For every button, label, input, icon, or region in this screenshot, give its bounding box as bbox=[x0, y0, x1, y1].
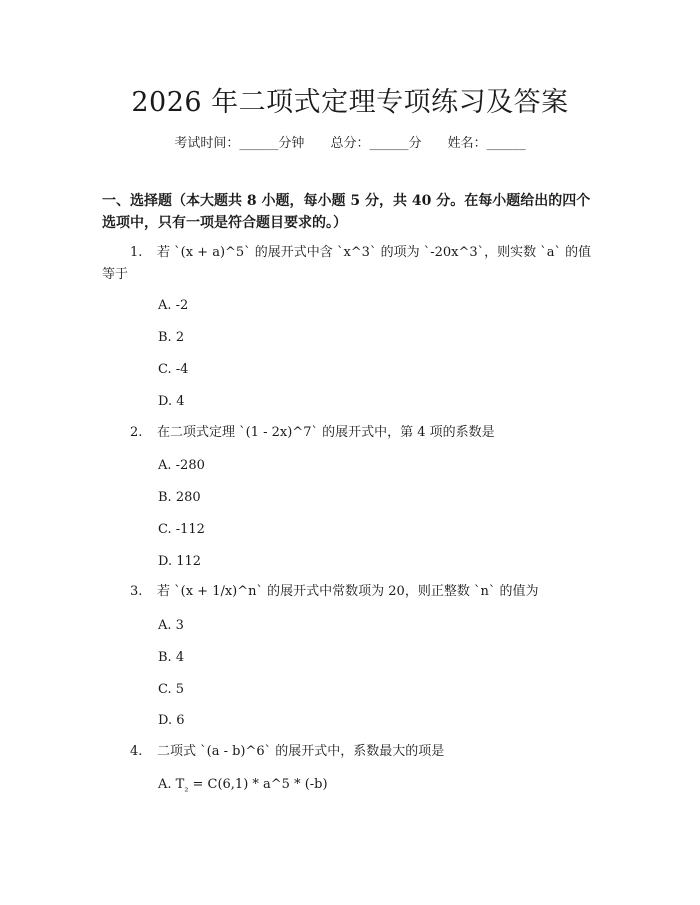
question-number: 2. bbox=[130, 425, 143, 440]
question-2 bbox=[102, 422, 600, 444]
question-number: 4. bbox=[130, 744, 143, 759]
option-d: D. 4 bbox=[158, 394, 185, 409]
question-number: 1. bbox=[130, 245, 143, 260]
question-number: 3. bbox=[130, 584, 143, 599]
question-text: 在二项式定理 `(1 - 2x)^7` 的展开式中，第 4 项的系数是 bbox=[157, 425, 495, 440]
option-a-rest: = C(6,1) * a^5 * (-b) bbox=[188, 777, 328, 792]
option-c: C. -4 bbox=[158, 362, 189, 377]
option-d: D. 112 bbox=[158, 554, 202, 569]
subscript: ₂ bbox=[184, 783, 189, 795]
option-b: B. 2 bbox=[158, 330, 185, 345]
option-c: C. 5 bbox=[158, 682, 185, 697]
option-a: A. 3 bbox=[158, 618, 184, 633]
option-c: C. -112 bbox=[158, 522, 205, 537]
option-a: A. -280 bbox=[158, 458, 205, 473]
total-score-field: 总分：______分 bbox=[330, 136, 422, 151]
exam-info bbox=[0, 132, 700, 151]
option-a: A. -2 bbox=[158, 298, 189, 313]
page-title: 2026 年二项式定理专项练习及答案 bbox=[131, 87, 569, 118]
question-text: 若 `(x + 1/x)^n` 的展开式中常数项为 20，则正整数 `n` 的值为 bbox=[157, 584, 539, 599]
question-4 bbox=[102, 741, 600, 763]
name-field: 姓名：______ bbox=[447, 136, 526, 151]
section-heading: 一、选择题（本大题共 8 小题，每小题 5 分，共 40 分。在每小题给出的四个选项中，只有一项是符合题目要求的。） bbox=[102, 193, 591, 231]
exam-time-field: 考试时间：______分钟 bbox=[174, 136, 305, 151]
option-a bbox=[158, 777, 328, 795]
option-d: D. 6 bbox=[158, 713, 185, 728]
option-b: B. 280 bbox=[158, 490, 201, 505]
question-text: 二项式 `(a - b)^6` 的展开式中，系数最大的项是 bbox=[157, 744, 445, 759]
question-3 bbox=[102, 581, 600, 603]
option-a-prefix: A. T bbox=[158, 777, 185, 792]
question-text: 若 `(x + a)^5` 的展开式中含 `x^3` 的项为 `-20x^3`，则实数 `a` 的值等于 bbox=[102, 245, 592, 282]
option-b: B. 4 bbox=[158, 650, 185, 665]
question-1 bbox=[102, 242, 600, 286]
